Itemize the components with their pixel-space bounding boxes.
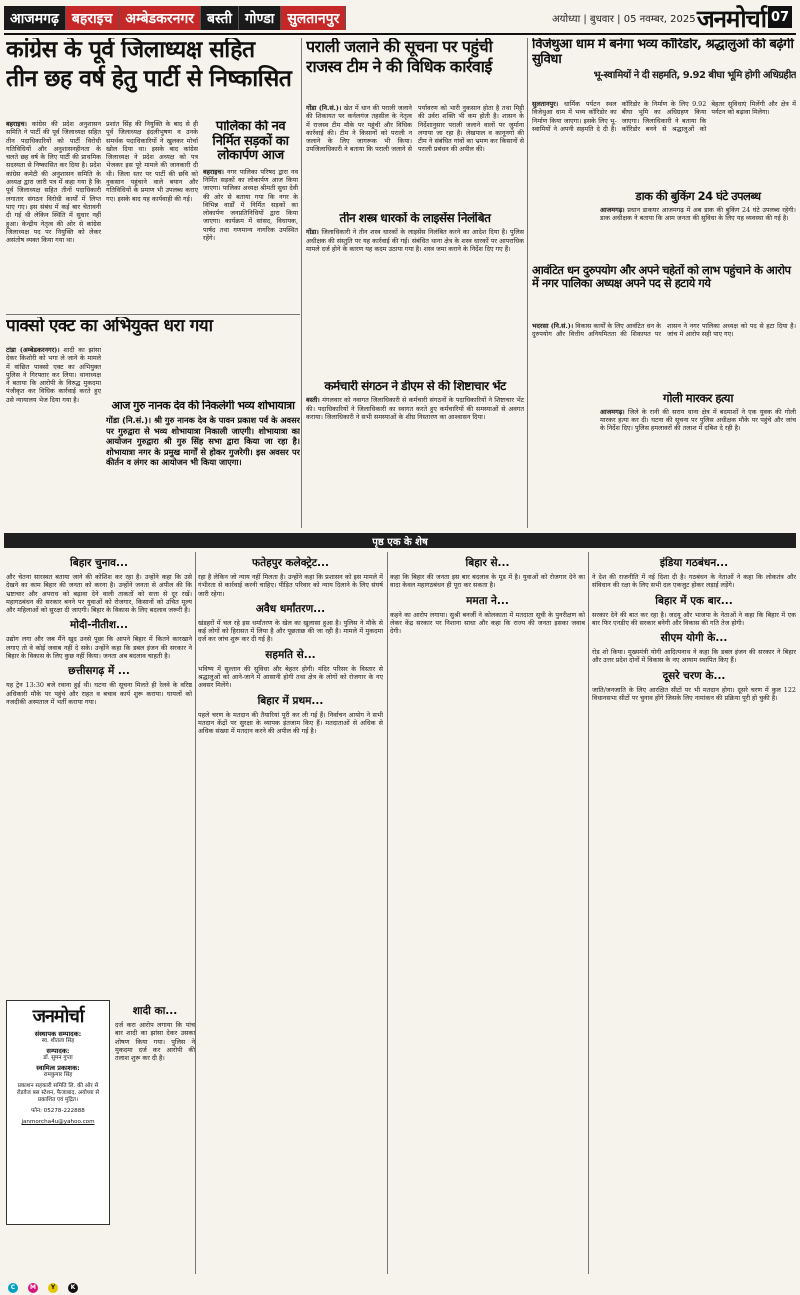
cont-title-cm-yogi: सीएम योगी के... [660,632,728,645]
headline-karmchari: कर्मचारी संगठन ने डीएम से की शिष्टाचार भेंट [324,380,506,393]
headline-paxo: पाक्सो एक्ट का अभियुक्त धरा गया [6,317,213,336]
cont-title-bihar-pratham: बिहार में प्रथम... [257,694,324,707]
masthead-logo: जनमोर्चा [696,4,766,33]
cont-body-india: ने देश की राजनीति में नई दिशा दी है। गठबंधन के नेताओं ने कहा कि लोकतंत्र और संविधान की रक्षा के लिए सभी दल एकजुट होकर लड़ाई लड़ेंगे। [592,573,796,590]
dateline-dak: आजमगढ़। [600,205,625,214]
cont-body-dharmantaran: खंडहरों में चल रहे इस धर्मांतरण के खेल का खुलासा हुआ है। पुलिस ने मौके से कई लोगों को हिरासत में लिया है और पूछताछ की जा रही है। मामले में मुकदमा दर्ज कर जांच शुरू कर दी गई है। [198,618,383,644]
cont-title-dusre: दूसरे चरण के... [662,669,726,682]
cont-body-sahmati: भविष्य में सुल्तान की सुविधा और बेहतर होगी। मंदिर परिसर के विस्तार से श्रद्धालुओं को आने-जाने में आसानी होगी तथा क्षेत्र के लोगों को रोजगार के नए अवसर मिलेंगे। [198,664,383,690]
cont-title-india: इंडिया गठबंधन... [659,557,729,569]
mark-m: M [28,1283,38,1293]
body-dak: प्रधान डाकघर आजमगढ़ में अब डाक की बुकिंग 24 घंटे उपलब्ध रहेगी। डाक अधीक्षक ने बताया कि आम जनता की सुविधा के लिए यह व्यवस्था की गई है। [600,205,796,223]
imprint-founder: स्व. शीतला सिंह [41,1038,75,1044]
headline-congress-1: कांग्रेस के पूर्व जिलाध्यक्ष सहित [6,38,255,63]
dateline-palika-adhyaksh: भदरसा (नि.सं.)। [532,322,574,330]
deck-vijethua: भू-स्वामियों ने दी सहमति, 9.92 बीघा भूमि होगी अधिग्रहीत [593,70,796,82]
body-congress-2: प्रशांत सिंह की नियुक्ति के बाद से ही पूर्व जिलाध्यक्ष इंदलीभुषण व उनके समर्थक पदाधिकारियों ने खुलकर मोर्चा खोल दिया था। इसके बाद कांग्रेस जिलाध्यक्ष ने प्रदेश अध्यक्ष को पत्र भेजकर इस पूरे मामले की जानकारी दी थी। जिला स्तर पर पार्टी की छवि को नुकसान पहुंचाने वाले बयान और गतिविधियों के प्रमाण भी उपलब्ध कराए गए। इसके बाद यह कार्यवाही की गई। [106,120,198,203]
story-hatya [600,392,796,528]
cont-body-cm-yogi: रोड शो किया। मुख्यमंत्री योगी आदित्यनाथ ने कहा कि डबल इंजन की सरकार ने बिहार और उत्तर प्रदेश दोनों में विकास के नए आयाम स्थापित किए हैं। [592,648,796,665]
dateline-paxo: टांडा (अम्बेडकरनगर)। [6,346,60,354]
cont-title-shadi: शादी का... [132,1005,178,1017]
imprint-publisher-role: स्वामित्व प्रकाशक: [36,1064,80,1072]
imprint-publisher: रामकुमार सिंह [43,1072,73,1078]
cont-title-mamta: ममता ने... [466,594,509,607]
page-number: 07 [768,6,792,28]
story-congress-col1 [6,120,101,310]
body-shastra: जिलाधिकारी ने तीन शस्त्र धारकों के लाइसेंस निलंबित करने का आदेश दिया है। पुलिस अधीक्षक की संस्तुति पर यह कार्रवाई की गई। संबंधित थाना क्षेत्र के शस्त्र धारकों पर आपराधिक मामले दर्ज होने के कारण यह कदम उठाया गया है। शस्त्र जमा कराने के निर्देश दिए गए हैं। [306,228,524,254]
cont-divider-1 [195,552,196,1274]
story-palika [203,120,298,310]
cont-title-kartik: फतेहपुर कलेक्ट्रेट... [251,557,330,569]
headline-gurunanak: आज गुरु नानक देव की निकलेगी भव्य शोभायात्रा [111,400,295,412]
headline-hatya: गोली मारकर हत्या [663,392,733,405]
story-palika-adhyaksh-body [532,322,796,392]
cont-body-mamta: कहने का आरोप लगाया। सुश्री बनर्जी ने कोलकाता में मतदाता सूची के पुनरीक्षण को लेकर केंद्र सरकार पर निशाना साधा और कहा कि राज्य की जनता इसका जवाब देगी। [390,610,585,636]
section-bar [4,6,544,30]
body-congress-1: कांग्रेस की प्रदेश अनुशासन समिति ने पार्टी की पूर्व जिलाध्यक्ष सहित तीन पदाधिकारियों को पार्टी विरोधी गतिविधियों और अनुशासनहीनता के चलते छह वर्ष के लिए पार्टी की प्राथमिक सदस्यता से निष्कासित कर दिया है। प्रदेश कांग्रेस कमेटी की अनुशासन समिति के अध्यक्ष द्वारा जारी पत्र में कहा गया है कि पूर्व जिलाध्यक्ष सहित तीनों पदाधिकारी लगातार संगठन विरोधी कार्यों में लिप्त पाए गए। इस संबंध में कई बार चेतावनी दी गई थी लेकिन स्थिति में सुधार नहीं हुआ। केन्द्रीय नेतृत्व की ओर से कांग्रेस जिलाध्यक्ष पद पर नियुक्ति को लेकर असंतोष व्यक्त किया गया था। [6,120,101,245]
imprint-details: प्रकाशन सहकारी समिति लि. की ओर से रोडवेज बस स्टेशन, फैजाबाद, अयोध्या से प्रकाशित एवं मुद्रित। [16,1083,100,1103]
cont-col-2b [115,1000,195,1276]
mark-c: C [8,1283,18,1293]
cont-body-chhattisgarh: यह ट्रेन 13:30 बजे रवाना हुई थी। घटना की सूचना मिलते ही रेलवे के वरिष्ठ अधिकारी मौके पर पहुंचे और राहत व बचाव कार्य शुरू कराया। घायलों को नजदीकी अस्पताल में भर्ती कराया गया। [6,681,192,706]
imprint-phone: फोन: 05278-222888 [31,1108,85,1114]
section-sultanpur[interactable]: सुलतानपुर [281,6,346,30]
cont-title-bihar-mid: बिहार से... [465,557,510,569]
story-parali [306,38,526,104]
section-azamgarh[interactable]: आजमगढ़ [4,6,66,30]
story-vijethua-body [532,100,796,190]
headline-congress-2: तीन छह वर्ष हेतु पार्टी से निष्कासित [6,65,292,92]
imprint-email[interactable]: janmorcha4u@yahoo.com [21,1119,95,1125]
cont-body-dusre: जाति/जनजाति के लिए आरक्षित सीटों पर भी मतदान होगा। दूसरे चरण में कुल 122 विधानसभा सीटों पर चुनाव होंगे जिसके लिए नामांकन की प्रक्रिया पूरी हो चुकी है। [592,685,796,703]
cont-body-kartik: रहा है लेकिन जो न्याय नहीं मिलता है। उन्होंने कहा कि प्रशासन को इस मामले में गंभीरता से कार्रवाई करनी चाहिए। पीड़ित परिवार को न्याय दिलाने के लिए संघर्ष जारी रहेगा। [198,573,383,598]
story-dak [600,190,796,260]
story-palika-adhyaksh [532,264,796,320]
story-paxo-body [6,346,101,528]
headline-vijethua: विजेथुआ धाम में बनेगा भव्य कॉरिडोर, श्रद्धालुओं की बढ़ेगी सुविधा [532,38,794,67]
headline-dak: डाक की बुकिंग 24 घंटे उपलब्ध [635,190,761,203]
story-vijethua-head [532,38,796,100]
continued-banner: पृष्ठ एक के शेष [4,533,796,548]
body-palika-adhyaksh: विकास कार्यों के लिए आवंटित धन के दुरुपयोग और वित्तीय अनियमितता की शिकायत पर शासन ने नगर पालिका अध्यक्ष को पद से हटा दिया है। जांच में आरोप सही पाए गए। [532,322,796,339]
cont-body-bihar1: और चेतना सारस्वत बताया जाने की कोशिश कर रहा है। उन्होंने कहा कि उसे देखने का काम बिहार की जनता को करना है। उन्होंने जनता से अपील की कि भ्रष्टाचार और अपराध को बढ़ावा देने वाली ताकतों को सत्ता से दूर रखें। महागठबंधन की सरकार बनने पर युवाओं को रोजगार, किसानों को उचित मूल्य और महिलाओं को सुरक्षा दी जाएगी। बिहार के विकास के लिए बदलाव जरूरी है। [6,573,192,615]
cont-divider-2 [387,552,388,1274]
mark-y: Y [48,1283,58,1293]
cont-title-bihar1: बिहार चुनाव... [70,557,128,569]
cont-col-3 [198,552,383,1272]
imprint-editor: डॉ. सुमन गुप्ता [43,1055,73,1061]
headline-palika-adhyaksh: आवंटित धन दुरुपयोग और अपने चहेतों को लाभ पहुंचाने के आरोप में नगर पालिका अध्यक्ष अपने पद से हटाये गये [532,264,791,290]
section-basti[interactable]: बस्ती [201,6,239,30]
dateline-hatya: आजमगढ़। [600,407,625,416]
divider-paxo [6,314,300,315]
cont-title-bihar-ab: बिहार में एक बार... [655,594,733,607]
dateline-karmchari: बस्ती। [306,396,320,405]
dateline-gurunanak: गोंडा (नि.सं.)। [106,415,152,426]
dateline-shastra: गोंडा। [306,228,319,237]
column-divider [301,38,302,528]
cont-body-shadi: दर्ज करा आरोप लगाया कि पांच बार शादी का झांसा देकर उसका शोषण किया गया। पुलिस ने मुकदमा दर्ज कर आरोपी की तलाश शुरू कर दी है। [115,1021,195,1063]
column-divider-right [527,38,528,528]
story-congress-col2 [106,120,198,310]
headline-shastra: तीन शस्त्र धारकों के लाइसेंस निलंबित [339,212,491,225]
cont-title-chhattisgarh: छत्तीसगढ़ में ... [68,665,130,678]
cont-body-bihar-mid: कहा कि बिहार की जनता इस बार बदलाव के मूड में है। युवाओं को रोजगार देने का वादा केवल महागठबंधन ही पूरा कर सकता है। [390,573,585,590]
body-parali: खेत में धान की पराली जलाने की शिकायत पर कर्नलगंज तहसील के नेतृत्व में राजस्व टीम मौके पर पहुंची और विधिक कार्रवाई की। टीम ने किसानों को पराली न जलाने के लिए जागरूक भी किया। उपजिलाधिकारी ने बताया कि पराली जलाने से पर्यावरण को भारी नुकसान होता है तथा मिट्टी की उर्वरा शक्ति भी कम होती है। शासन के निर्देशानुसार पराली जलाने वालों पर जुर्माना लगाया जा रहा है। लेखपाल व कानूनगो की टीम ने संबंधित गांवों का भ्रमण कर किसानों से पराली प्रबंधन की अपील की। [306,104,524,154]
dateline-palika: बहराइच। [203,167,224,176]
body-gurunanak: श्री गुरु नानक देव के पावन प्रकाश पर्व के अवसर पर गुरुद्वारा से भव्य शोभायात्रा निकाली जाएगी। शोभायात्रा का आयोजन गुरुद्वारा श्री गुरु सिंह सभा द्वारा किया जा रहा है। शोभायात्रा नगर के प्रमुख मार्गों से होकर गुजरेगी। इस अवसर पर कीर्तन व लंगर का आयोजन भी किया जाएगा। [106,415,300,467]
cont-body-bihar-ab: सरकार देने की बात कर रहा है। जदयू और भाजपा के नेताओं ने कहा कि बिहार में एक बार फिर एनडीए की सरकार बनेगी और विकास की गति तेज होगी। [592,610,796,627]
dateline-congress: बहराइच। [6,120,27,128]
body-palika: नगर पालिका परिषद द्वारा नव निर्मित सड़कों का लोकार्पण आज किया जाएगा। पालिका अध्यक्ष श्रीमती सुधा देवी की ओर से बताया गया कि नगर के विभिन्न वार्डों में निर्मित सड़कों का लोकार्पण जनप्रतिनिधियों द्वारा किया जाएगा। कार्यक्रम में सांसद, विधायक, पार्षद तथा गणमान्य नागरिक उपस्थित रहेंगे। [203,167,298,243]
body-karmchari: मंगलवार को नवागत जिलाधिकारी से कर्मचारी संगठनों के पदाधिकारियों ने शिष्टाचार भेंट की। पदाधिकारियों ने जिलाधिकारी का स्वागत करते हुए कर्मचारियों की समस्याओं से अवगत कराया। जिलाधिकारी ने सभी समस्याओं के शीघ्र निस्तारण का आश्वासन दिया। [306,396,524,422]
cont-col-4 [390,552,585,1272]
dateline-vijethua: सुलतानपुर। [532,100,559,108]
imprint-editor-role: सम्पादक: [46,1047,70,1055]
story-gurunanak [106,400,300,528]
section-bahraich[interactable]: बहराइच [66,6,120,30]
mark-k: K [68,1283,78,1293]
body-hatya: जिले के रानी की सराय थाना क्षेत्र में बदमाशों ने एक युवक की गोली मारकर हत्या कर दी। घटना की सूचना पर पुलिस अधीक्षक मौके पर पहुंचे और जांच के निर्देश दिए। पुलिस हमलावरों की तलाश में दबिश दे रही है। [600,407,796,433]
imprint-box [6,1000,110,1225]
date-line: अयोध्या | बुधवार | 05 नवम्बर, 2025 [552,14,696,25]
headline-parali-2: राजस्व टीम ने की विधिक कार्रवाई [306,56,492,76]
story-karmchari [306,380,524,530]
story-shastra [306,212,524,312]
section-gonda[interactable]: गोण्डा [239,6,281,30]
masthead-rule [4,33,796,35]
body-vijethua: धार्मिक पर्यटन स्थल विजेथुआ धाम में भव्य कॉरिडोर का निर्माण किया जाएगा। इसके लिए भू-स्वामियों ने अपनी सहमति दे दी है। कॉरिडोर के निर्माण के लिए 9.92 बीघा भूमि का अधिग्रहण किया जाएगा। जिलाधिकारी ने बताया कि कॉरिडोर बनने से श्रद्धालुओं को बेहतर सुविधाएं मिलेंगी और क्षेत्र में पर्यटन को बढ़ावा मिलेगा। [532,100,796,133]
cont-body-modi: उद्योग लगा और जब मैंने खुद उनसे पूछा कि आपने बिहार में कितने कारखाने लगाए तो वे कोई जवाब नहीं दे सके। उन्होंने कहा कि डबल इंजन की सरकार ने बिहार के विकास के लिए कुछ नहीं किया। जनता अब बदलाव चाहती है। [6,635,192,661]
headline-parali-1: पराली जलाने की सूचना पर पहुंची [306,38,493,56]
cont-divider-3 [588,552,589,1274]
print-marks [0,1280,800,1295]
dateline-parali: गोंडा (नि.सं.)। [306,104,342,112]
cont-col-5 [592,552,796,1272]
story-paxo-head [6,317,300,343]
cont-title-dharmantaran: अवैध धर्मांतरण... [255,602,326,615]
masthead [4,4,796,32]
story-parali-body [306,104,524,210]
story-congress [6,38,296,118]
body-paxo: शादी का झांसा देकर किशोरी को भगा ले जाने के मामले में वांछित पाक्सो एक्ट का अभियुक्त पुलिस ने गिरफ्तार कर लिया। थानाध्यक्ष ने बताया कि आरोपी के विरुद्ध मुकदमा पंजीकृत कर विधिक कार्रवाई करते हुए उसे न्यायालय भेज दिया गया है। [6,346,101,404]
cont-col-1 [6,552,192,992]
imprint-founder-role: संस्थापक सम्पादक: [34,1030,82,1038]
cont-title-modi: मोदी-नीतीश... [69,619,128,632]
imprint-logo: जनमोर्चा [32,1006,84,1027]
cont-title-sahmati: सहमति से... [265,648,316,661]
headline-palika: पालिका की नव निर्मित सड़कों का लोकार्पण आज [212,120,289,164]
cont-body-bihar-pratham: पहले चरण के मतदान की तैयारियां पूरी कर ली गई हैं। निर्वाचन आयोग ने सभी मतदान केंद्रों पर सुरक्षा के व्यापक इंतजाम किए हैं। मतदाताओं से अधिक से अधिक संख्या में मतदान करने की अपील की गई है। [198,710,383,736]
section-ambedkarnagar[interactable]: अम्बेडकरनगर [119,6,201,30]
